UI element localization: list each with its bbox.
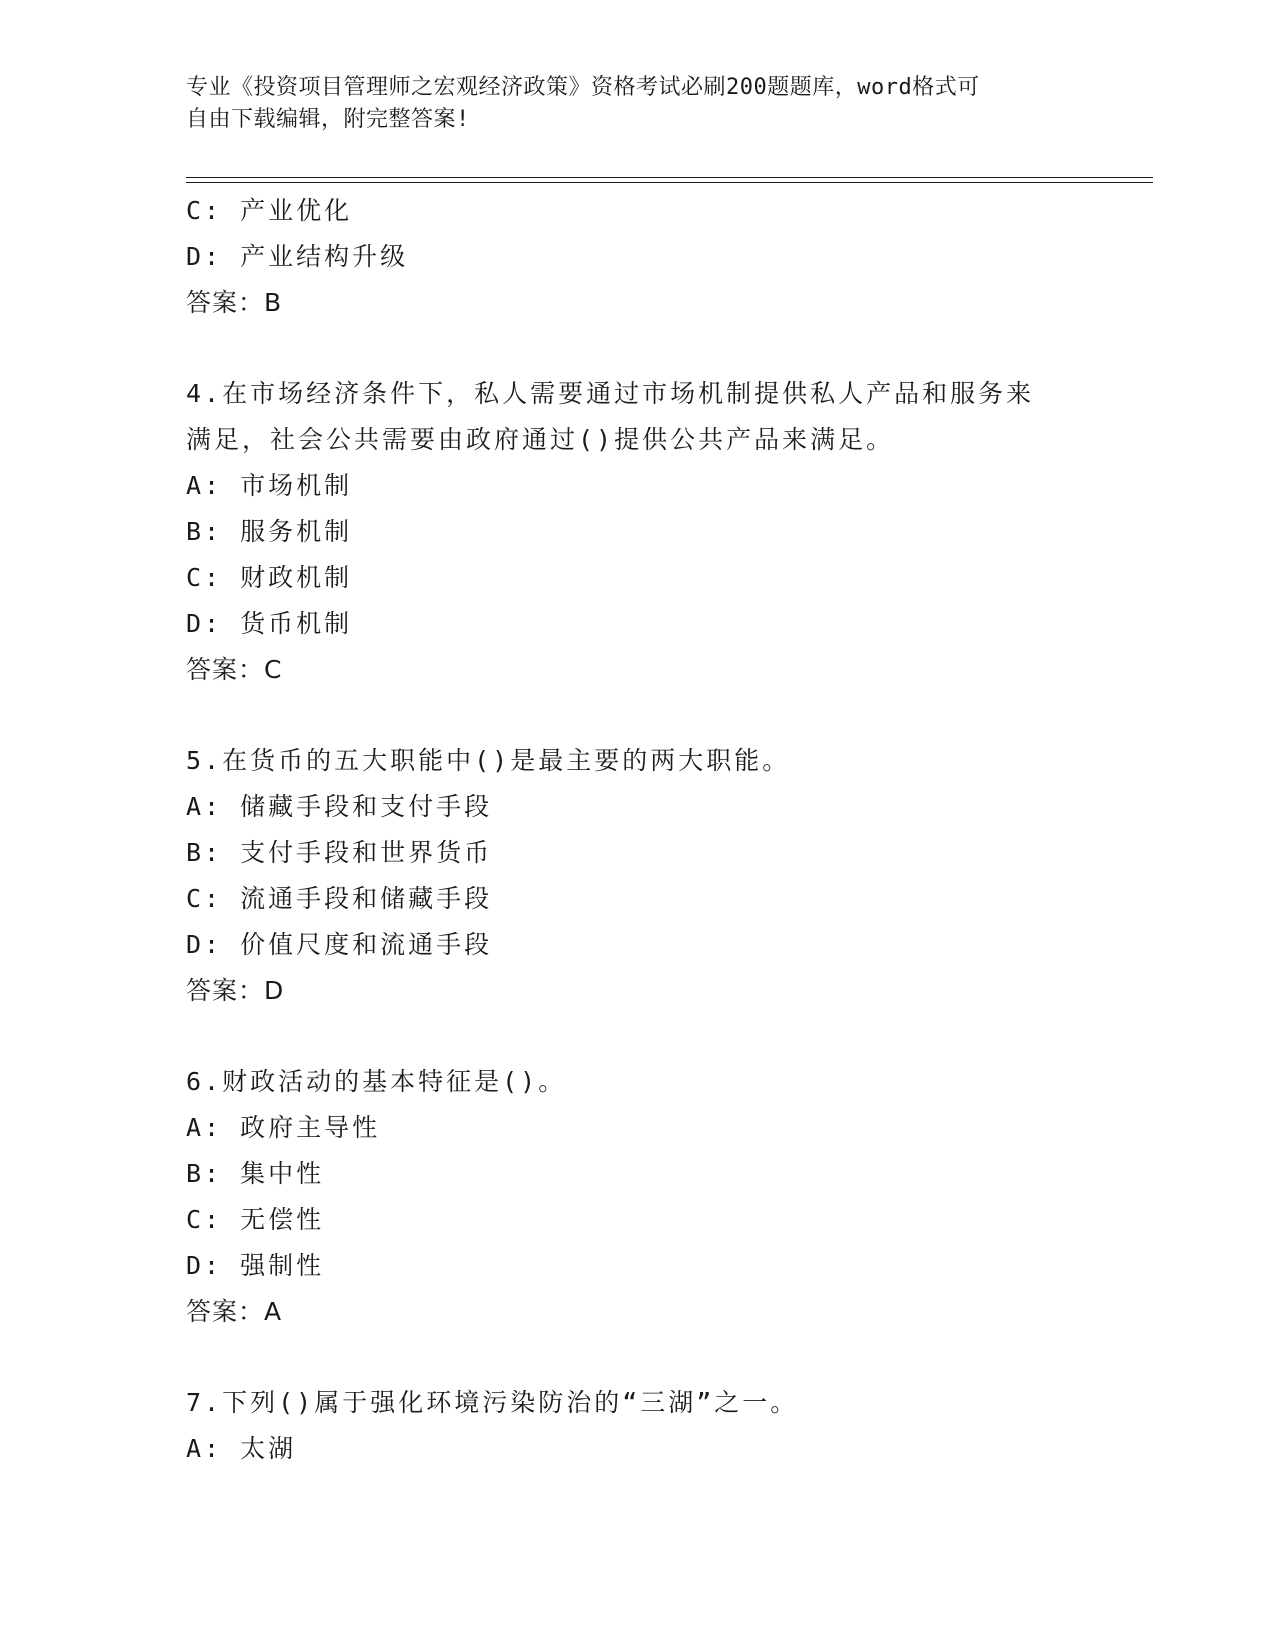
header-divider-bottom xyxy=(186,182,1153,183)
question-stem: 满足，社会公共需要由政府通过()提供公共产品来满足。 xyxy=(186,425,895,454)
question-7 xyxy=(186,1380,1146,1472)
option-d: D: 价值尺度和流通手段 xyxy=(186,930,493,959)
option-a: A: 政府主导性 xyxy=(186,1113,381,1142)
answer-label: 答案：C xyxy=(186,655,283,684)
question-list xyxy=(186,188,1146,1472)
question-5 xyxy=(186,738,1146,1014)
header-line-2: 自由下载编辑，附完整答案! xyxy=(186,107,470,132)
option-d: D: 产业结构升级 xyxy=(186,242,409,271)
question-6 xyxy=(186,1059,1146,1335)
option-a: A: 太湖 xyxy=(186,1434,297,1463)
option-b: B: 支付手段和世界货币 xyxy=(186,838,493,867)
option-c: C: 财政机制 xyxy=(186,563,353,592)
answer-label: 答案：D xyxy=(186,976,285,1005)
question-stem: 5.在货币的五大职能中()是最主要的两大职能。 xyxy=(186,746,791,775)
option-c: C: 产业优化 xyxy=(186,196,353,225)
option-b: B: 集中性 xyxy=(186,1159,325,1188)
question-stem: 6.财政活动的基本特征是()。 xyxy=(186,1067,567,1096)
option-b: B: 服务机制 xyxy=(186,517,353,546)
option-d: D: 强制性 xyxy=(186,1251,325,1280)
question-stem: 7.下列()属于强化环境污染防治的“三湖”之一。 xyxy=(186,1388,799,1417)
option-a: A: 市场机制 xyxy=(186,471,353,500)
question-3-tail xyxy=(186,188,1146,326)
question-stem: 4.在市场经济条件下，私人需要通过市场机制提供私人产品和服务来 xyxy=(186,379,1035,408)
option-a: A: 储藏手段和支付手段 xyxy=(186,792,493,821)
document-header xyxy=(186,72,1066,136)
header-line-1: 专业《投资项目管理师之宏观经济政策》资格考试必刷200题题库，word格式可 xyxy=(186,75,980,100)
answer-label: 答案：B xyxy=(186,288,283,317)
option-c: C: 流通手段和储藏手段 xyxy=(186,884,493,913)
option-c: C: 无偿性 xyxy=(186,1205,325,1234)
option-d: D: 货币机制 xyxy=(186,609,353,638)
question-4 xyxy=(186,371,1146,693)
header-divider-top xyxy=(186,177,1153,178)
answer-label: 答案：A xyxy=(186,1297,283,1326)
